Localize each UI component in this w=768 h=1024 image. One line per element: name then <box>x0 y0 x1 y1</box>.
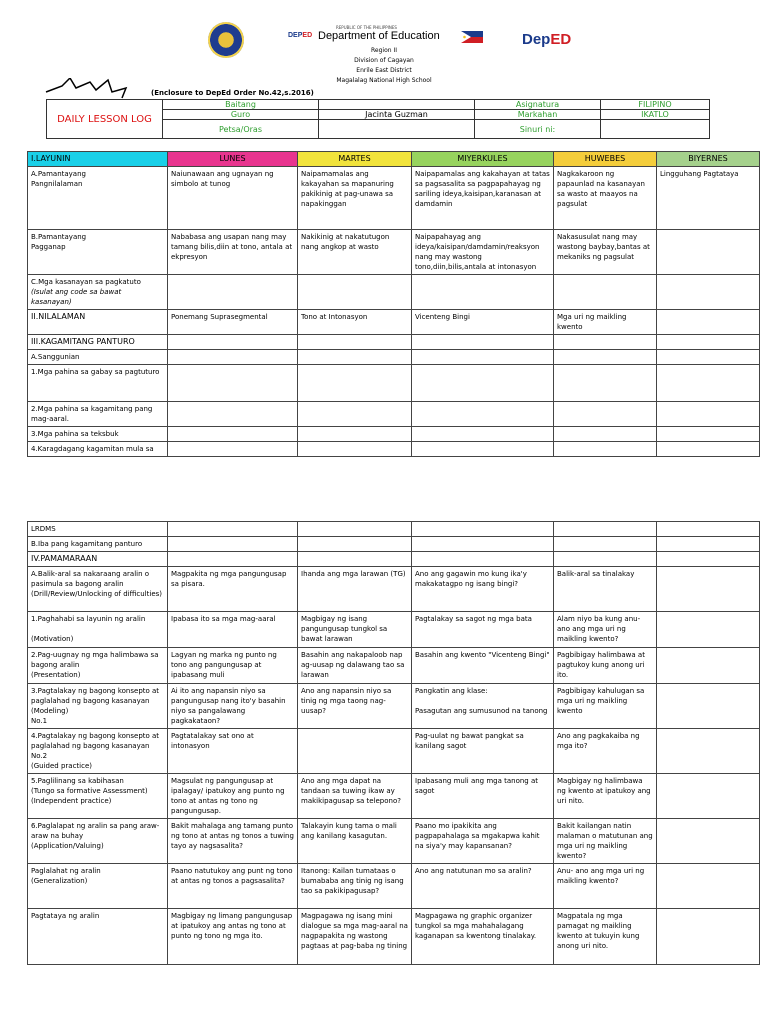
cell-lunes <box>168 350 298 365</box>
cell-lunes: Ai ito ang napansin niyo sa pangungusap nang ito'y basahin niyo sa pangalawang pagkakataon? <box>168 684 298 729</box>
cell-huwebes <box>554 537 657 552</box>
cell-miyerkules <box>412 274 554 309</box>
row-label <box>28 167 168 229</box>
cell-lunes <box>168 552 298 567</box>
sinuri-value <box>601 120 710 139</box>
cell-biyernes <box>657 648 760 684</box>
cell-martes <box>298 274 412 309</box>
cell-huwebes <box>554 335 657 350</box>
row-label <box>28 648 168 684</box>
cell-huwebes <box>554 552 657 567</box>
cell-miyerkules: Basahin ang kwento "Vicenteng Bingi" <box>412 648 554 684</box>
row-label <box>28 684 168 729</box>
cell-lunes <box>168 537 298 552</box>
district-line: Enrile East District <box>356 67 412 74</box>
cell-miyerkules <box>412 522 554 537</box>
cell-huwebes: Alam niyo ba kung anu-ano ang mga uri ng maikling kwento? <box>554 612 657 648</box>
row-label-text: A.Sanggunian <box>31 353 80 362</box>
row-label-text: LRDMS <box>31 525 56 533</box>
cell-martes <box>298 552 412 567</box>
lesson-table-2 <box>27 521 760 965</box>
cell-miyerkules: Vicenteng Bingi <box>412 310 554 335</box>
cell-biyernes <box>657 774 760 819</box>
row-label-note: (Isulat ang code sa bawat kasanayan) <box>31 287 122 306</box>
cell-lunes <box>168 274 298 309</box>
table-row <box>28 552 760 567</box>
cell-miyerkules: Pag-uulat ng bawat pangkat sa kanilang sagot <box>412 729 554 774</box>
row-label <box>28 537 168 552</box>
cell-biyernes <box>657 401 760 426</box>
deped-seal-icon <box>208 22 244 58</box>
cell-lunes: Nababasa ang usapan nang may tamang bilis,diin at tono, antala at ekpresyon <box>168 229 298 274</box>
cell-biyernes <box>657 729 760 774</box>
table-row <box>28 648 760 684</box>
row-label-text: Paglalahat ng aralin (Generalization) <box>31 867 101 885</box>
department-title: Department of Education <box>318 30 440 42</box>
row-label <box>28 522 168 537</box>
guro-value: Jacinta Guzman <box>319 110 475 120</box>
table-row <box>28 274 760 309</box>
cell-miyerkules <box>412 401 554 426</box>
row-label <box>28 441 168 456</box>
cell-biyernes <box>657 552 760 567</box>
cell-lunes: Ponemang Suprasegmental <box>168 310 298 335</box>
cell-martes <box>298 522 412 537</box>
day-header-huwebes: HUWEBES <box>554 152 657 167</box>
philippine-flag-icon <box>461 31 483 43</box>
cell-biyernes <box>657 819 760 864</box>
row-label-text: 3.Pagtalakay ng bagong konsepto at paglalahad ng bagong kasanayan (Modeling) No.1 <box>31 687 160 725</box>
row-label-text: III.KAGAMITANG PANTURO <box>31 337 135 347</box>
cell-lunes <box>168 441 298 456</box>
cell-martes: Itanong: Kailan tumataas o bumababa ang tinig ng isang tao sa pakikipagusap? <box>298 864 412 909</box>
table-row <box>28 684 760 729</box>
table-row <box>28 522 760 537</box>
cell-biyernes <box>657 350 760 365</box>
cell-miyerkules <box>412 365 554 401</box>
table-header-row <box>28 152 760 167</box>
table-row <box>28 864 760 909</box>
cell-huwebes: Ano ang pagkakaiba ng mga ito? <box>554 729 657 774</box>
cell-biyernes <box>657 441 760 456</box>
table-row <box>28 401 760 426</box>
division-line: Division of Cagayan <box>354 57 414 64</box>
cell-biyernes <box>657 567 760 612</box>
row-label <box>28 774 168 819</box>
cell-huwebes <box>554 365 657 401</box>
cell-martes: Magbigay ng isang pangungusap tungkol sa bawat larawan <box>298 612 412 648</box>
cell-miyerkules: Pangkatin ang klase: Pasagutan ang sumusunod na tanong <box>412 684 554 729</box>
table-row <box>28 426 760 441</box>
school-address <box>284 46 484 86</box>
enclosure-note: (Enclosure to DepEd Order No.42,s.2016) <box>151 89 314 97</box>
cell-miyerkules: Pagtalakay sa sagot ng mga bata <box>412 612 554 648</box>
cell-miyerkules <box>412 335 554 350</box>
cell-biyernes: Lingguhang Pagtataya <box>657 167 760 229</box>
petsa-value <box>319 120 475 139</box>
cell-martes: Ihanda ang mga larawan (TG) <box>298 567 412 612</box>
row-label-text: 1.Paghahabi sa layunin ng aralin (Motivation) <box>31 615 146 643</box>
deped-logo: DepED <box>522 31 572 48</box>
cell-huwebes: Balik-aral sa tinalakay <box>554 567 657 612</box>
cell-martes <box>298 441 412 456</box>
cell-martes: Ano ang napansin niyo sa tinig ng mga taong nag-uusap? <box>298 684 412 729</box>
row-label-text: B.Pamantayang Pagganap <box>31 232 87 251</box>
cell-lunes: Bakit mahalaga ang tamang punto ng tono at antas ng tonos a tuwing tayo ay nagsasalita? <box>168 819 298 864</box>
cell-martes: Nakikinig at nakatutugon nang angkop at wasto <box>298 229 412 274</box>
markahan-value: IKATLO <box>601 110 710 120</box>
row-label-text: 3.Mga pahina sa teksbuk <box>31 429 119 438</box>
row-label <box>28 274 168 309</box>
cell-huwebes <box>554 401 657 426</box>
republic-text: REPUBLIC OF THE PHILIPPINES <box>336 25 397 30</box>
cell-martes: Talakayin kung tama o mali ang kanilang kasagutan. <box>298 819 412 864</box>
day-header-martes: MARTES <box>298 152 412 167</box>
region-line: Region II <box>371 47 397 54</box>
table-row <box>28 567 760 612</box>
row-label <box>28 335 168 350</box>
cell-huwebes: Magpatala ng mga pamagat ng maikling kwento at tukuyin kung anong uri nito. <box>554 909 657 965</box>
row-label <box>28 229 168 274</box>
cell-biyernes <box>657 365 760 401</box>
cell-biyernes <box>657 335 760 350</box>
cell-lunes: Magpakita ng mga pangungusap sa pisara. <box>168 567 298 612</box>
cell-martes <box>298 365 412 401</box>
cell-miyerkules: Naipapahayag ang ideya/kaisipan/damdamin/reaksyon nang may wastong tono,diin,bilis,antala at intonasyon <box>412 229 554 274</box>
cell-lunes <box>168 401 298 426</box>
cell-biyernes <box>657 537 760 552</box>
cell-martes: Naipamamalas ang kakayahan sa mapanuring pakikinig at pag-unawa sa napakinggan <box>298 167 412 229</box>
layunin-header: I.LAYUNIN <box>28 152 168 167</box>
cell-lunes: Lagyan ng marka ng punto ng tono ang pangungusap at ipabasang muli <box>168 648 298 684</box>
row-label-text: 4.Pagtalakay ng bagong konsepto at paglalahad ng bagong kasanayan No.2 (Guided practice) <box>31 732 160 770</box>
table-row <box>28 229 760 274</box>
row-label <box>28 365 168 401</box>
row-label <box>28 567 168 612</box>
lesson-table-1 <box>27 151 760 457</box>
row-label <box>28 401 168 426</box>
table-row <box>28 612 760 648</box>
cell-biyernes <box>657 612 760 648</box>
school-line: Magalalag National High School <box>336 77 432 84</box>
deped-small-logo: DEPED <box>288 32 313 39</box>
petsa-label: Petsa/Oras <box>163 120 319 139</box>
cell-huwebes <box>554 426 657 441</box>
cell-miyerkules: Ano ang natutunan mo sa aralin? <box>412 864 554 909</box>
table-row <box>28 350 760 365</box>
cell-lunes: Magbigay ng limang pangungusap at ipatukoy ang antas ng tono at punto ng tono ng mga ito. <box>168 909 298 965</box>
cell-biyernes <box>657 274 760 309</box>
cell-lunes <box>168 365 298 401</box>
row-label <box>28 864 168 909</box>
row-label-text: 4.Karagdagang kagamitan mula sa <box>31 444 154 453</box>
cell-huwebes <box>554 441 657 456</box>
row-label <box>28 909 168 965</box>
cell-huwebes: Magbigay ng halimbawa ng kwento at ipatukoy ang uri nito. <box>554 774 657 819</box>
row-label-text: II.NILALAMAN <box>31 312 86 322</box>
cell-huwebes: Pagbibigay halimbawa at pagtukoy kung anong uri ito. <box>554 648 657 684</box>
cell-miyerkules: Ipabasang muli ang mga tanong at sagot <box>412 774 554 819</box>
cell-huwebes <box>554 522 657 537</box>
cell-lunes: Magsulat ng pangungusap at ipalagay/ ipatukoy ang punto ng tono at antas ng tono ng pangungusap. <box>168 774 298 819</box>
cell-biyernes <box>657 909 760 965</box>
table-row <box>28 167 760 229</box>
cell-huwebes: Anu- ano ang mga uri ng maikling kwento? <box>554 864 657 909</box>
row-label-text: C.Mga kasanayan sa pagkatuto <box>31 277 141 286</box>
row-label <box>28 729 168 774</box>
row-label <box>28 350 168 365</box>
cell-martes: Tono at Intonasyon <box>298 310 412 335</box>
cell-biyernes <box>657 684 760 729</box>
document-header <box>0 0 768 95</box>
row-label <box>28 310 168 335</box>
cell-miyerkules <box>412 537 554 552</box>
asignatura-value: FILIPINO <box>601 100 710 110</box>
row-label-text: 1.Mga pahina sa gabay sa pagtuturo <box>31 368 160 377</box>
cell-martes <box>298 537 412 552</box>
table-row <box>28 365 760 401</box>
cell-martes <box>298 426 412 441</box>
cell-biyernes <box>657 426 760 441</box>
row-label-text: 6.Paglalapat ng aralin sa pang araw-araw na buhay (Application/Valuing) <box>31 822 160 850</box>
row-label-text: A.Balik-aral sa nakaraang aralin o pasimula sa bagong aralin (Drill/Review/Unlocking of difficulties) <box>31 570 162 598</box>
cell-huwebes <box>554 350 657 365</box>
table-row <box>28 441 760 456</box>
cell-biyernes <box>657 522 760 537</box>
day-header-biyernes: BIYERNES <box>657 152 760 167</box>
row-label-text: Pagtataya ng aralin <box>31 912 100 920</box>
cell-miyerkules <box>412 350 554 365</box>
row-label-text: 2.Pag-uugnay ng mga halimbawa sa bagong aralin (Presentation) <box>31 651 159 679</box>
cell-martes: Magpagawa ng isang mini dialogue sa mga mag-aaral na nagpapakita ng wastong pagtaas at pag-baba ng tining <box>298 909 412 965</box>
cell-lunes <box>168 426 298 441</box>
table-row <box>28 774 760 819</box>
cell-miyerkules: Ano ang gagawin mo kung ika'y makakatagpo ng isang bingi? <box>412 567 554 612</box>
cell-martes: Basahin ang nakapaloob nap ag-uusap ng dalawang tao sa larawan <box>298 648 412 684</box>
cell-lunes: Ipabasa ito sa mga mag-aaral <box>168 612 298 648</box>
table-row <box>28 335 760 350</box>
table-row <box>28 909 760 965</box>
cell-lunes: Naiunawaan ang ugnayan ng simbolo at tunog <box>168 167 298 229</box>
guro-label: Guro <box>163 110 319 120</box>
row-label <box>28 612 168 648</box>
table-row <box>28 310 760 335</box>
cell-miyerkules: Naipapamalas ang kakahayan at tatas sa pagsasalita sa pagpapahayag ng sariling ideya,kaisipan,karanasan at damdamin <box>412 167 554 229</box>
asignatura-label: Asignatura <box>475 100 601 110</box>
cell-lunes <box>168 522 298 537</box>
cell-huwebes: Nagkakaroon ng papaunlad na kasanayan sa wasto at maayos na pagsulat <box>554 167 657 229</box>
cell-biyernes <box>657 864 760 909</box>
cell-miyerkules: Paano mo ipakikita ang pagpapahalaga sa mgakapwa kahit na siya'y may kapansanan? <box>412 819 554 864</box>
cell-biyernes <box>657 229 760 274</box>
cell-huwebes: Pagbibigay kahulugan sa mga uri ng maikling kwento <box>554 684 657 729</box>
sinuri-label: Sinuri ni: <box>475 120 601 139</box>
cell-martes <box>298 729 412 774</box>
baitang-value <box>319 100 475 110</box>
cell-martes <box>298 401 412 426</box>
day-header-miyerkules: MIYERKULES <box>412 152 554 167</box>
row-label-text: A.Pamantayang Pangnilalaman <box>31 170 86 189</box>
cell-lunes: Pagtatalakay sat ono at intonasyon <box>168 729 298 774</box>
cell-huwebes: Mga uri ng maikling kwento <box>554 310 657 335</box>
row-label-text: B.Iba pang kagamitang panturo <box>31 540 143 548</box>
cell-martes <box>298 350 412 365</box>
row-label <box>28 819 168 864</box>
day-header-lunes: LUNES <box>168 152 298 167</box>
cell-miyerkules <box>412 552 554 567</box>
cell-miyerkules <box>412 441 554 456</box>
markahan-label: Markahan <box>475 110 601 120</box>
row-label <box>28 426 168 441</box>
row-label-text: 2.Mga pahina sa kagamitang pang mag-aaral. <box>31 404 153 423</box>
lesson-info-table <box>46 99 710 139</box>
table-row <box>28 729 760 774</box>
table-row <box>28 819 760 864</box>
row-label-text: IV.PAMAMARAAN <box>31 554 98 563</box>
cell-lunes: Paano natutukoy ang punt ng tono at antas ng tonos a pagsasalita? <box>168 864 298 909</box>
baitang-label: Baitang <box>163 100 319 110</box>
cell-miyerkules: Magpagawa ng graphic organizer tungkol sa mga mahahalagang kaganapan sa kwentong tinalakay. <box>412 909 554 965</box>
cell-lunes <box>168 335 298 350</box>
cell-martes <box>298 335 412 350</box>
row-label-text: 5.Paglilinang sa kabihasan (Tungo sa formative Assessment) (Independent practice) <box>31 777 148 805</box>
cell-huwebes: Bakit kailangan natin malaman o matutunan ang mga uri ng maikling kwento? <box>554 819 657 864</box>
daily-lesson-log-title: DAILY LESSON LOG <box>47 100 163 139</box>
cell-huwebes <box>554 274 657 309</box>
cell-huwebes: Nakasusulat nang may wastong baybay,bantas at mekaniks ng pagsulat <box>554 229 657 274</box>
cell-biyernes <box>657 310 760 335</box>
cell-miyerkules <box>412 426 554 441</box>
table-row <box>28 537 760 552</box>
cell-martes: Ano ang mga dapat na tandaan sa tuwing ikaw ay makikipagusap sa telepono? <box>298 774 412 819</box>
row-label <box>28 552 168 567</box>
